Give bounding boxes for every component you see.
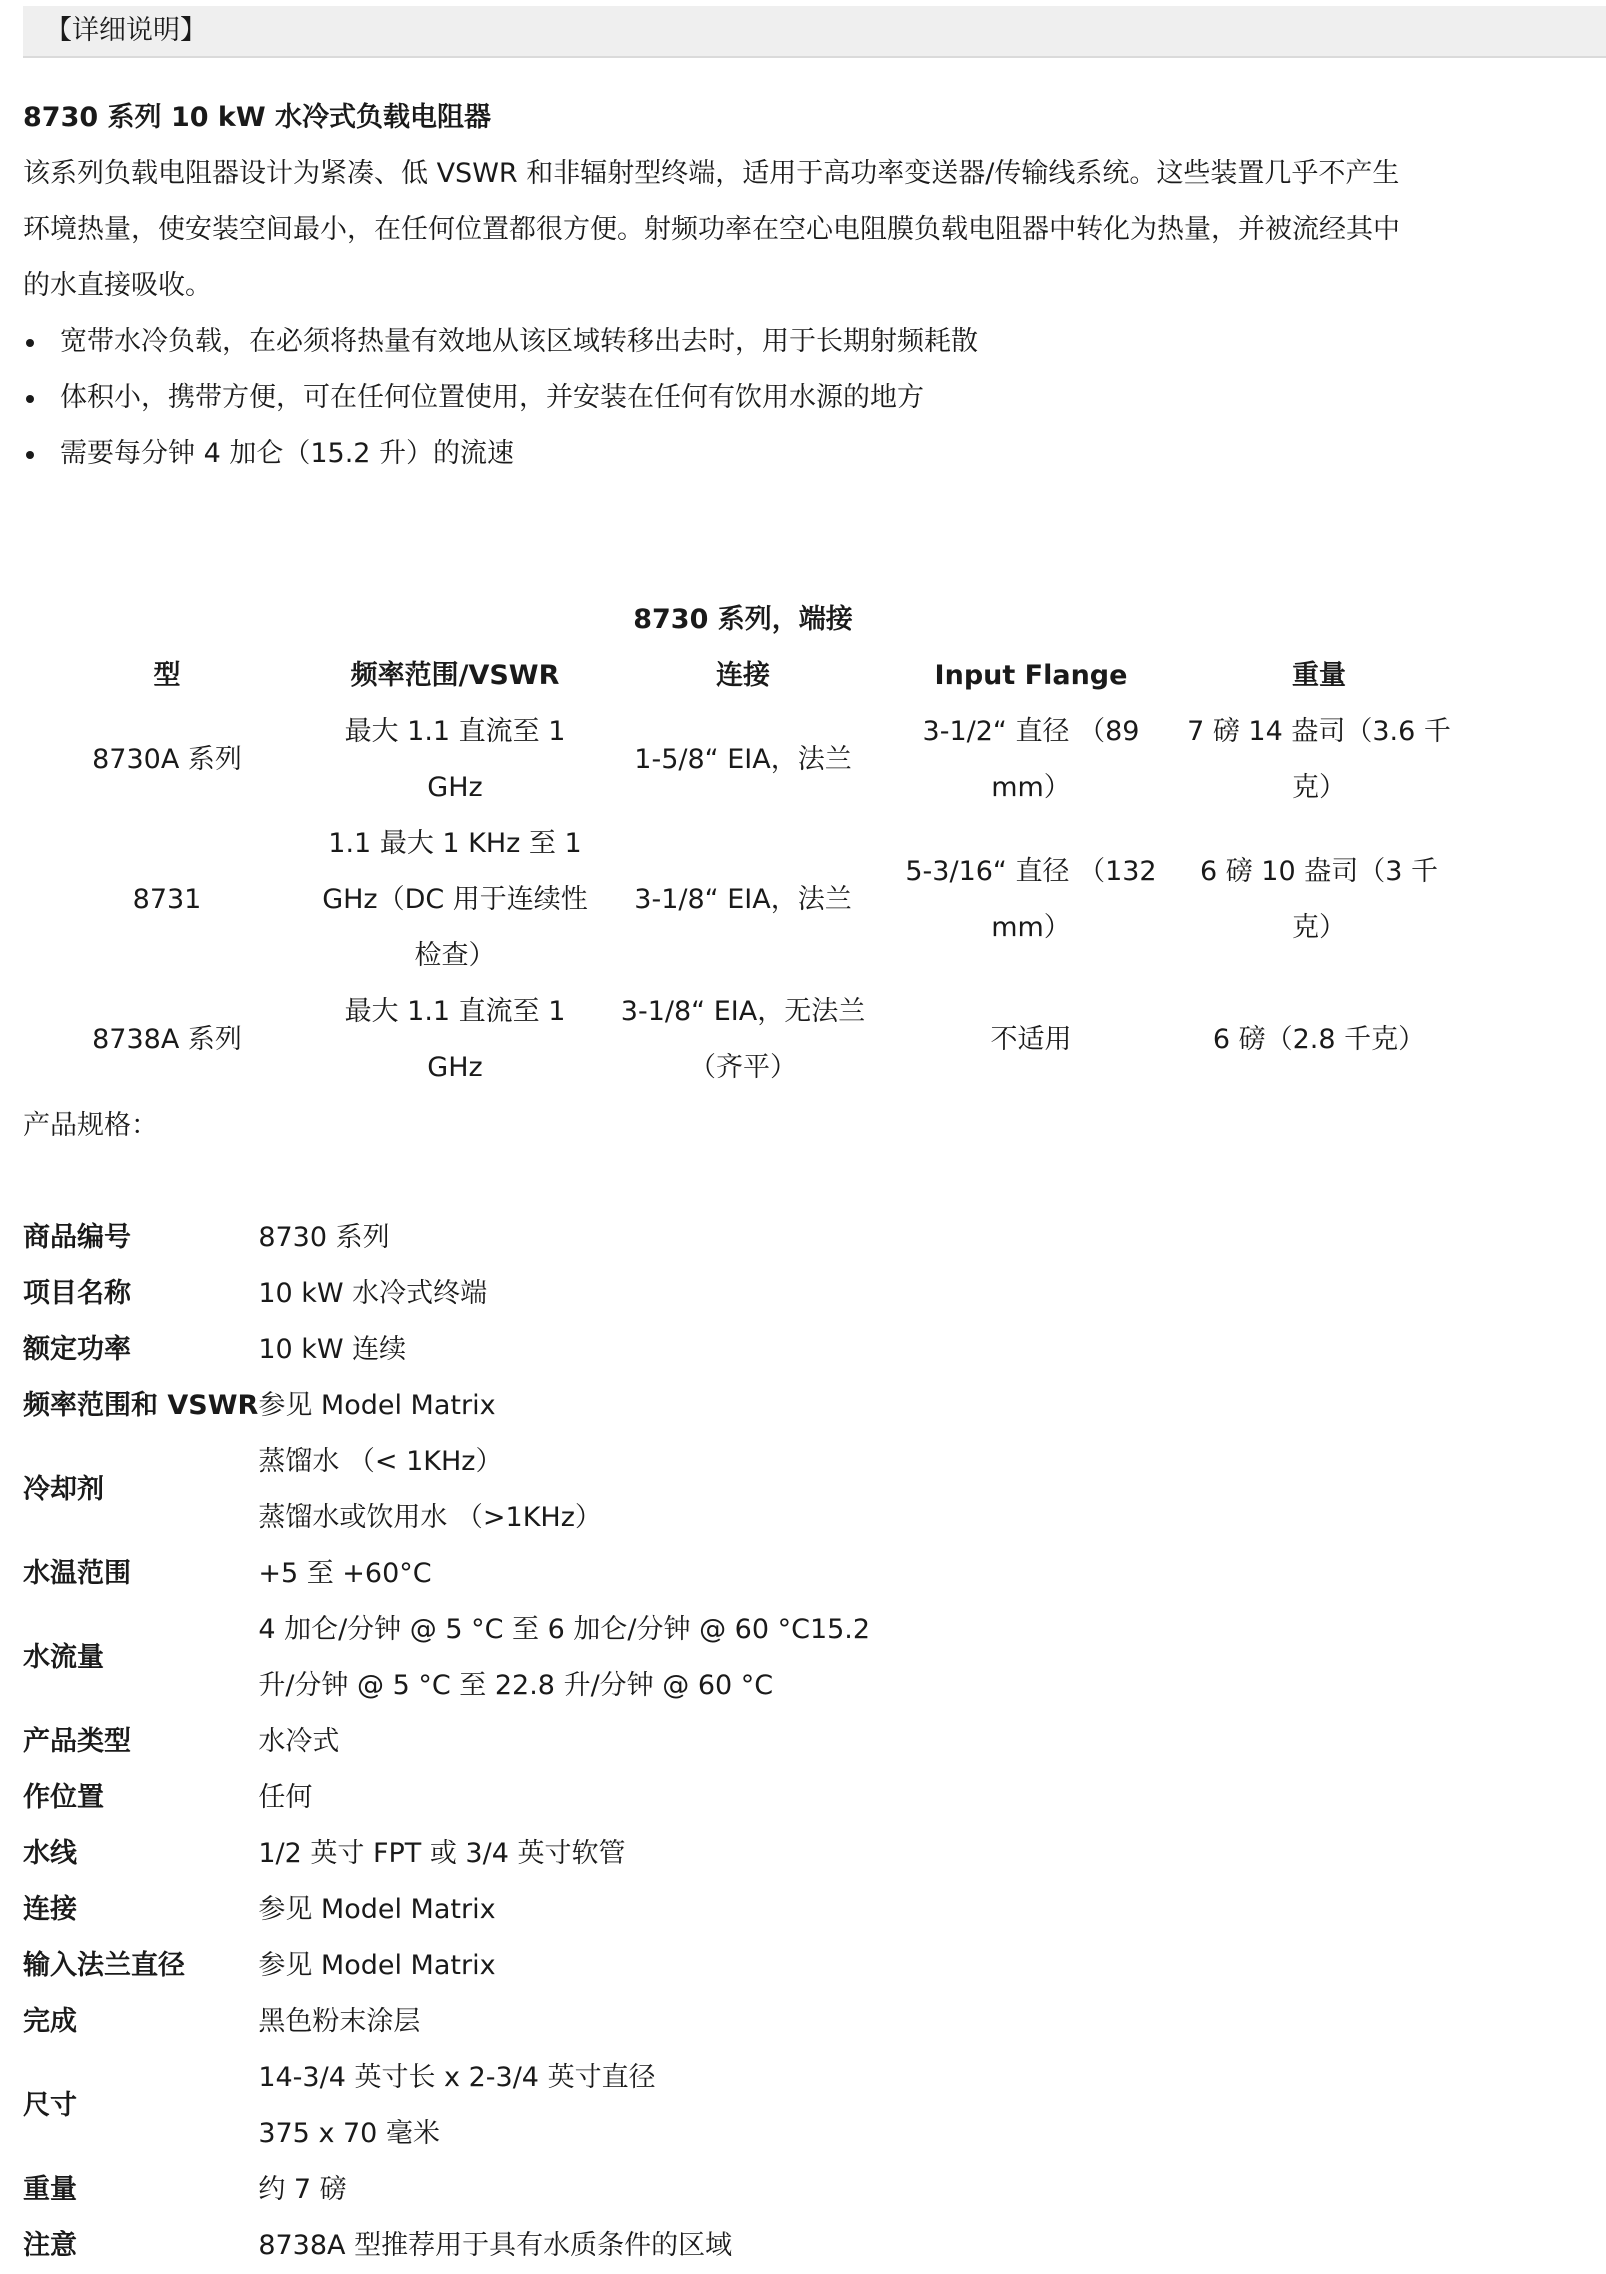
spec-key: 输入法兰直径 [23,1950,185,1981]
cell-weight [1175,704,1463,816]
spec-key: 注意 [23,2230,77,2261]
spec-value-line: 蒸馏水 （< 1KHz） [258,1446,503,1477]
cell-line: 5-3/16“ 直径 （132 [905,856,1157,887]
spec-row [23,1882,898,1938]
cell-flange [887,816,1175,984]
spec-row [23,1434,898,1546]
feature-list [23,314,1463,482]
table-row [23,704,1463,816]
cell-frequency [311,984,599,1096]
spec-value [258,1322,898,1378]
cell-model: 8738A 系列 [92,1024,242,1055]
feature-item: 体积小，携带方便，可在任何位置使用，并安装在任何有饮用水源的地方 [23,370,1463,426]
spec-value [258,1378,898,1434]
spec-value [258,1546,898,1602]
cell-connection [599,816,887,984]
cell-flange [887,984,1175,1096]
cell-model: 8731 [132,884,202,915]
product-title: 8730 系列 10 kW 水冷式负载电阻器 [23,102,492,133]
spec-row [23,1378,898,1434]
spec-value [258,1994,898,2050]
model-matrix-table [23,592,1463,1096]
spec-row [23,1770,898,1826]
spec-value [258,1434,898,1546]
spec-value [258,1266,898,1322]
table-row [23,984,1463,1096]
spec-value-line: 参见 Model Matrix [258,1894,496,1925]
spec-value-line: 10 kW 水冷式终端 [258,1278,488,1309]
cell-line: 最大 1.1 直流至 1 GHz [344,716,566,803]
cell-line: 检查） [414,940,496,971]
specs-table [23,1210,898,2274]
header-input-flange: Input Flange [934,660,1128,691]
spec-value-line: 375 x 70 毫米 [258,2118,440,2149]
spec-value-line: 水冷式 [258,1726,340,1757]
spec-value [258,1882,898,1938]
spec-value-line: +5 至 +60°C [258,1558,432,1589]
cell-weight [1175,984,1463,1096]
model-table-header-row [23,648,1463,704]
cell-line: 3-1/8“ EIA，无法兰 [620,996,866,1027]
cell-line: 1.1 最大 1 KHz 至 1 [328,828,582,859]
spec-key: 作位置 [23,1782,104,1813]
description-line: 该系列负载电阻器设计为紧凑、低 VSWR 和非辐射型终端，适用于高功率变送器/传输线系统。这些装置几乎不产生 [23,158,1400,189]
cell-line: 不适用 [990,1024,1072,1055]
cell-line: 最大 1.1 直流至 1 GHz [344,996,566,1083]
feature-item: 需要每分钟 4 加仑（15.2 升）的流速 [23,426,1463,482]
spec-key: 水流量 [23,1642,104,1673]
spec-value-line: 参见 Model Matrix [258,1950,496,1981]
spec-value [258,2050,898,2162]
table-row [23,816,1463,984]
spec-value-line: 升/分钟 @ 5 °C 至 22.8 升/分钟 @ 60 °C [258,1670,774,1701]
spec-row [23,1322,898,1378]
model-table-caption: 8730 系列，端接 [633,604,853,635]
spec-value-line: 4 加仑/分钟 @ 5 °C 至 6 加仑/分钟 @ 60 °C15.2 [258,1614,871,1645]
spec-key: 完成 [23,2006,77,2037]
cell-line: 克） [1292,772,1346,803]
spec-row [23,2162,898,2218]
header-weight: 重量 [1292,660,1346,691]
product-description [23,146,1463,314]
spec-value [258,2162,898,2218]
spec-value-line: 黑色粉末涂层 [258,2006,421,2037]
spec-row [23,1826,898,1882]
spec-row [23,1994,898,2050]
cell-flange [887,704,1175,816]
cell-weight [1175,816,1463,984]
spec-value-line: 蒸馏水或饮用水 （>1KHz） [258,1502,602,1533]
spec-value [258,1210,898,1266]
spec-value-line: 8730 系列 [258,1222,390,1253]
spec-value-line: 10 kW 连续 [258,1334,407,1365]
spec-value-line: 1/2 英寸 FPT 或 3/4 英寸软管 [258,1838,626,1869]
spec-key: 额定功率 [23,1334,131,1365]
spec-row [23,2050,898,2162]
cell-line: 3-1/2“ 直径 （89 mm） [922,716,1140,803]
cell-line: （齐平） [689,1052,797,1083]
spec-key: 商品编号 [23,1222,131,1253]
spec-row [23,1210,898,1266]
spec-key: 重量 [23,2174,77,2205]
spec-value-line: 任何 [258,1782,313,1813]
spec-key: 连接 [23,1894,77,1925]
cell-line: GHz（DC 用于连续性 [322,884,588,915]
spec-key: 水线 [23,1838,77,1869]
spec-value [258,2218,898,2274]
spec-value [258,1938,898,1994]
cell-connection [599,704,887,816]
cell-frequency [311,704,599,816]
cell-frequency [311,816,599,984]
feature-item: 宽带水冷负载，在必须将热量有效地从该区域转移出去时，用于长期射频耗散 [23,314,1463,370]
header-frequency: 频率范围/VSWR [350,660,560,691]
spec-value [258,1714,898,1770]
cell-line: 7 磅 14 盎司（3.6 千 [1187,716,1451,747]
spec-key: 项目名称 [23,1278,131,1309]
spec-key: 冷却剂 [23,1474,104,1505]
spec-row [23,1602,898,1714]
description-line: 的水直接吸收。 [23,270,212,301]
spec-row [23,2218,898,2274]
intro-section [23,90,1463,482]
section-header-detail [23,6,1606,58]
spec-key: 频率范围和 VSWR [23,1390,259,1421]
specs-caption: 产品规格： [23,1110,158,1141]
spec-row [23,1938,898,1994]
spec-value-line: 14-3/4 英寸长 x 2-3/4 英寸直径 [258,2062,656,2093]
cell-line: 6 磅（2.8 千克） [1212,1024,1426,1055]
cell-connection [599,984,887,1096]
spec-value [258,1826,898,1882]
spec-value-line: 8738A 型推荐用于具有水质条件的区域 [258,2230,733,2261]
header-model: 型 [153,660,181,691]
spec-row [23,1546,898,1602]
cell-model: 8730A 系列 [92,744,242,775]
cell-line: 6 磅 10 盎司（3 千 [1199,856,1439,887]
spec-row [23,1266,898,1322]
cell-line: 克） [1292,912,1346,943]
header-connection: 连接 [716,660,770,691]
spec-value-line: 参见 Model Matrix [258,1390,496,1421]
spec-key: 水温范围 [23,1558,131,1589]
spec-value [258,1770,898,1826]
spec-value-line: 约 7 磅 [258,2174,347,2205]
spec-value [258,1602,898,1714]
description-line: 环境热量，使安装空间最小，在任何位置都很方便。射频功率在空心电阻膜负载电阻器中转化为热量，并被流经其中 [23,214,1400,245]
spec-key: 尺寸 [23,2090,77,2121]
cell-line: mm） [991,912,1071,943]
cell-line: 1-5/8“ EIA，法兰 [634,744,852,775]
spec-row [23,1714,898,1770]
cell-line: 3-1/8“ EIA，法兰 [634,884,852,915]
section-header-title: 【详细说明】 [45,15,207,46]
spec-key: 产品类型 [23,1726,131,1757]
